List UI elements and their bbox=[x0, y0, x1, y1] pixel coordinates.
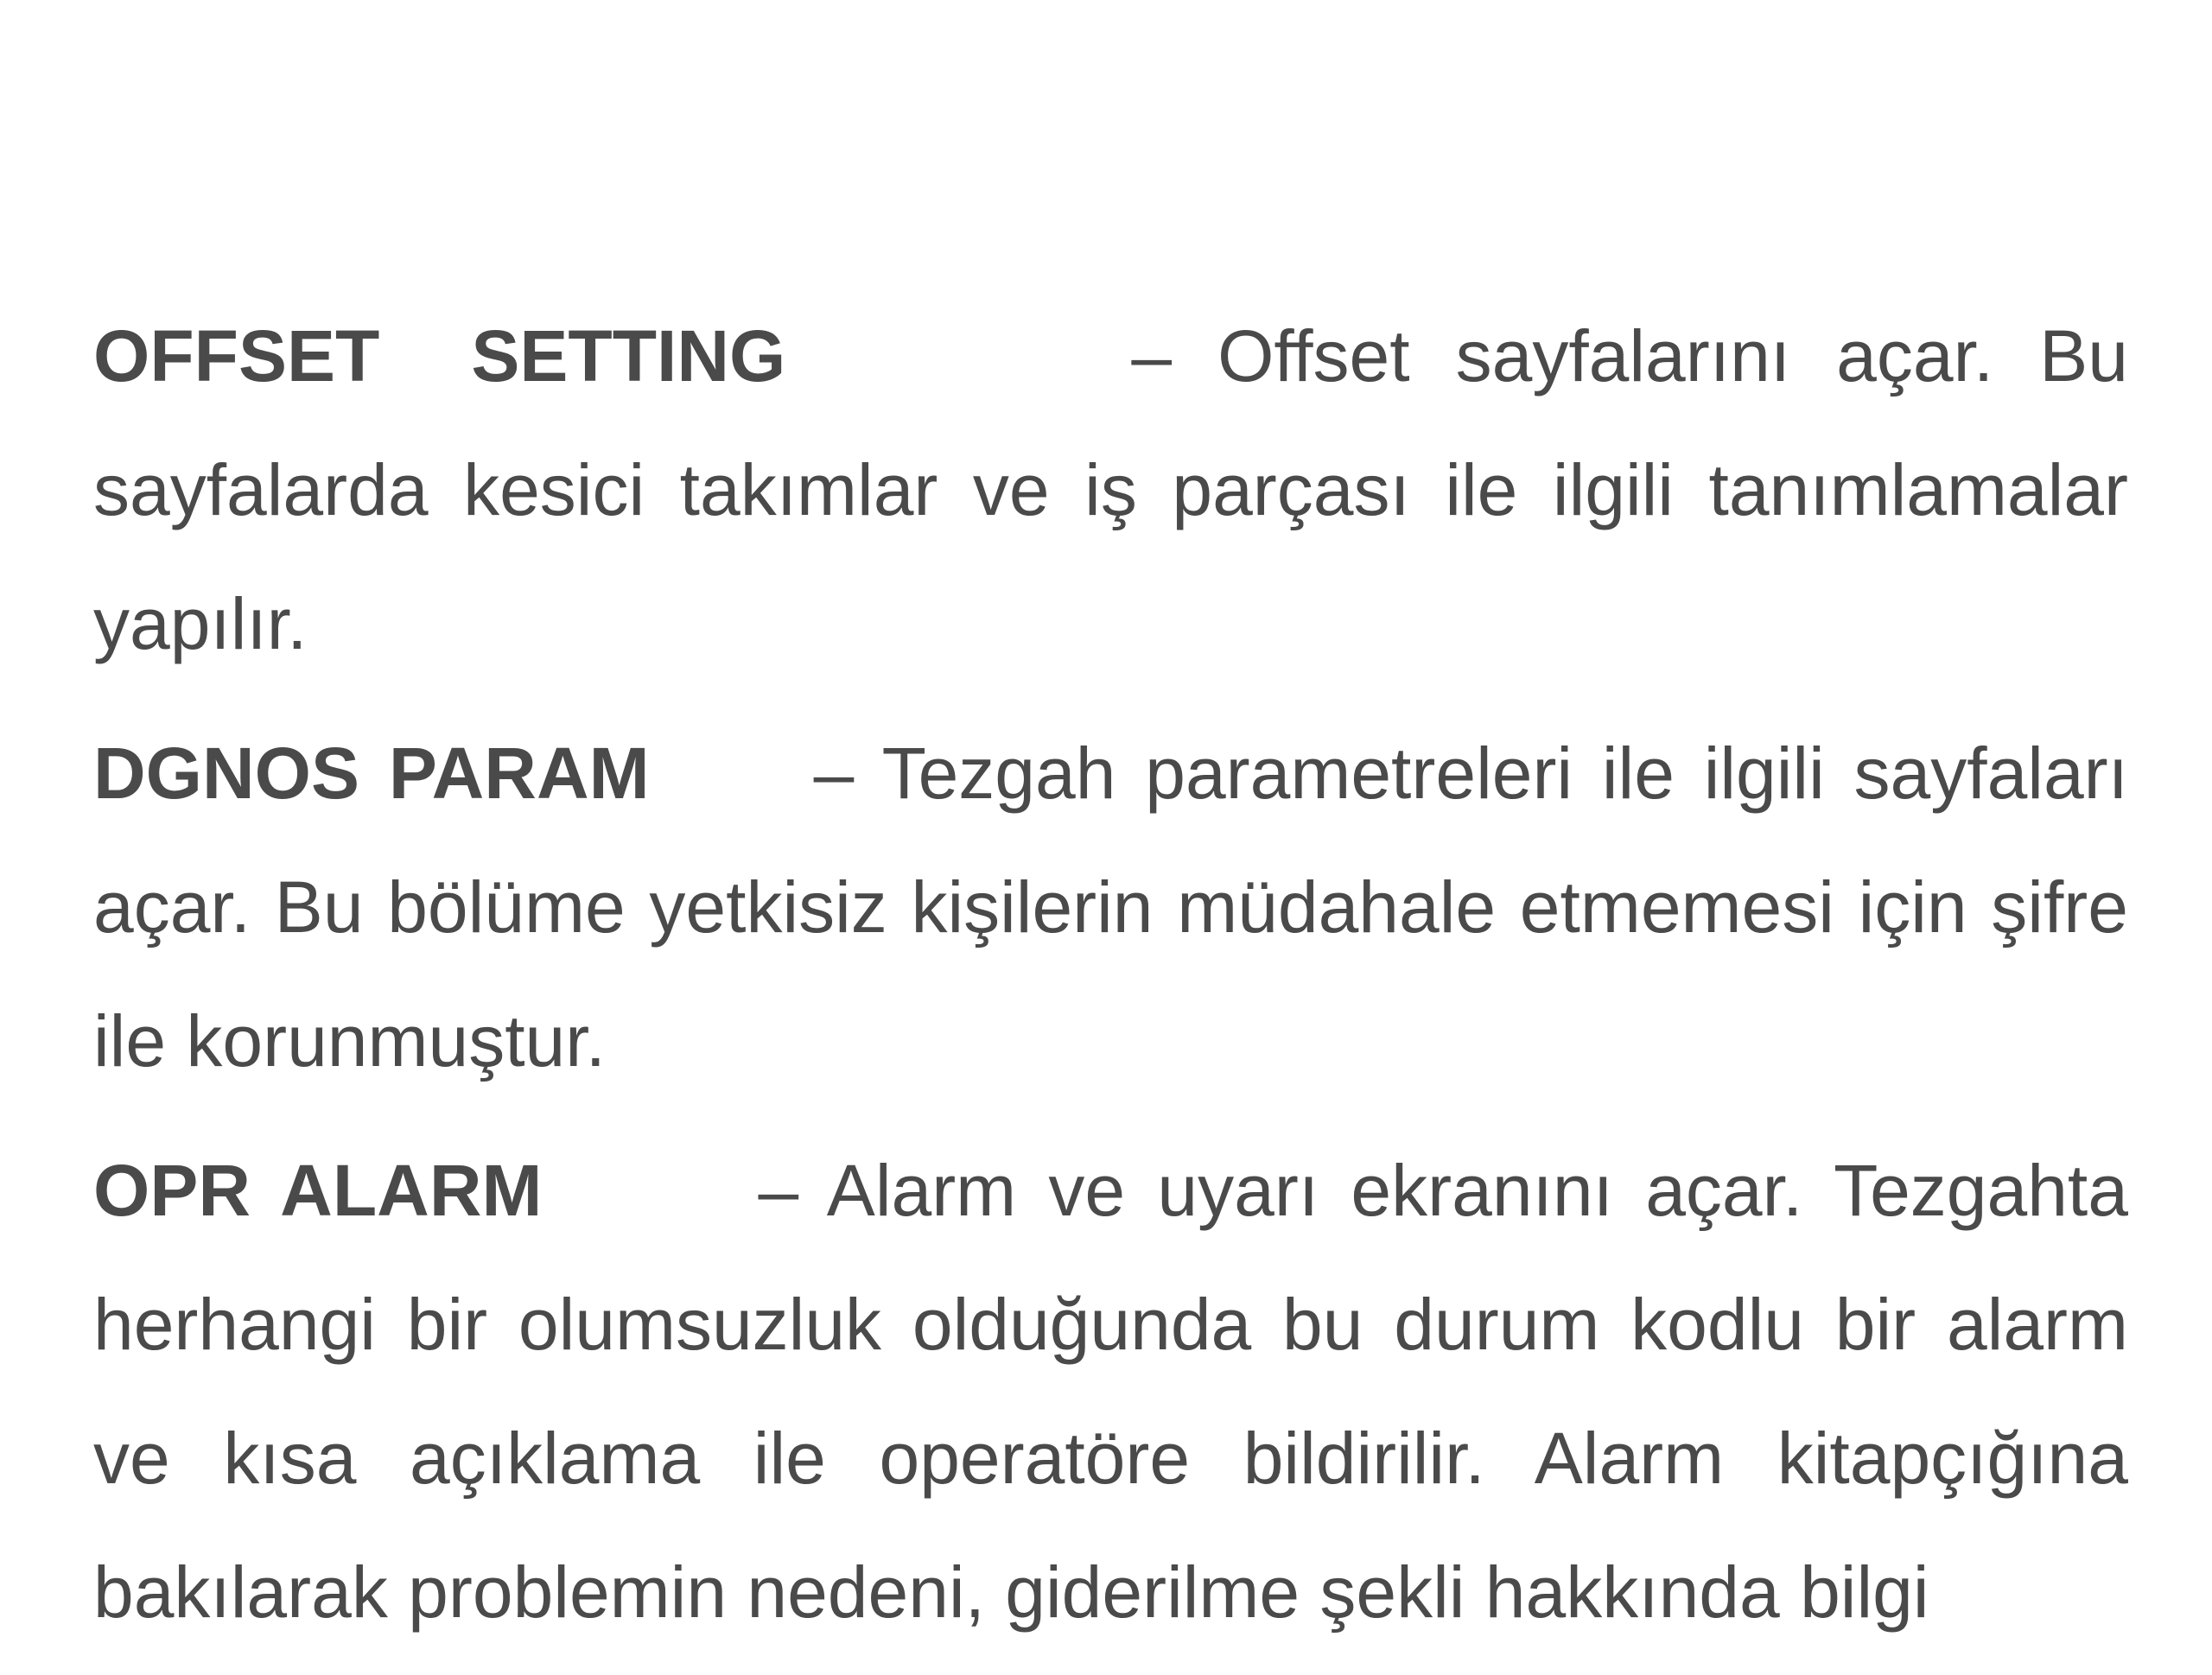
section-offset-setting bbox=[93, 289, 2128, 691]
section-dgnos-param bbox=[93, 707, 2128, 1108]
description-dgnos-param: – Tezgah parametreleri ile ilgili sayfaları açar. Bu bölüme yetkisiz kişilerin müdahale etmemesi için şifre ile korunmuştur. bbox=[93, 733, 2128, 1082]
term-opr-alarm: OPR ALARM bbox=[93, 1150, 543, 1231]
term-offset-setting: OFFSET SETTING bbox=[93, 315, 786, 397]
document-body bbox=[93, 289, 2128, 1675]
description-offset-setting: – Offset sayfalarını açar. Bu sayfalarda kesici takımlar ve iş parçası ile ilgili tanımlamalar yapılır. bbox=[93, 315, 2128, 664]
description-opr-alarm: – Alarm ve uyarı ekranını açar. Tezgahta herhangi bir olumsuzluk olduğunda bu durum kodlu bir alarm ve kısa açıklama ile operatöre bildirilir. Alarm kitapçığına bakılarak problemin nedeni, giderilme şekli hakkında bilgi bbox=[93, 1150, 2128, 1633]
term-dgnos-param: DGNOS PARAM bbox=[93, 733, 650, 814]
section-opr-alarm bbox=[93, 1124, 2128, 1659]
